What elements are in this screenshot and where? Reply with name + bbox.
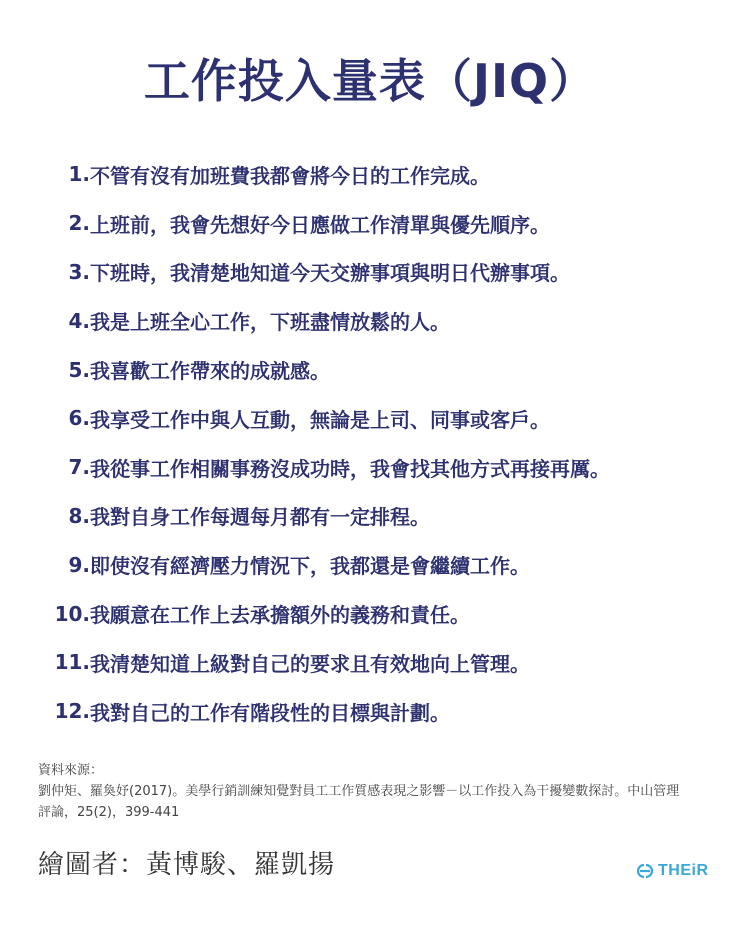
questionnaire-list xyxy=(0,150,740,736)
item-text: 我享受工作中與人互動，無論是上司、同事或客戶。 xyxy=(90,407,550,432)
item-text: 我清楚知道上級對自己的要求且有效地向上管理。 xyxy=(90,651,530,676)
item-text: 下班時，我清楚地知道今天交辦事項與明日代辦事項。 xyxy=(90,261,570,286)
item-text: 上班前，我會先想好今日應做工作清單與優先順序。 xyxy=(90,212,550,237)
item-number: 8. xyxy=(68,503,90,528)
item-number: 10. xyxy=(54,601,90,626)
item-number: 9. xyxy=(68,552,90,577)
item-text: 我從事工作相關事務沒成功時，我會找其他方式再接再厲。 xyxy=(90,456,610,481)
item-number: 4. xyxy=(68,308,90,333)
list-item xyxy=(0,589,740,638)
item-text: 我願意在工作上去承擔額外的義務和責任。 xyxy=(90,603,470,628)
item-number: 12. xyxy=(54,699,90,724)
item-text: 我喜歡工作帶來的成就感。 xyxy=(90,359,330,384)
item-number: 11. xyxy=(54,650,90,675)
item-number: 6. xyxy=(68,406,90,431)
list-item xyxy=(0,199,740,248)
list-item xyxy=(0,248,740,297)
item-number: 7. xyxy=(68,455,90,480)
item-text: 我是上班全心工作，下班盡情放鬆的人。 xyxy=(90,310,450,335)
list-item xyxy=(0,394,740,443)
item-text: 即使沒有經濟壓力情況下，我都還是會繼續工作。 xyxy=(90,554,530,579)
item-number: 1. xyxy=(68,162,90,187)
list-item xyxy=(0,540,740,589)
item-number: 3. xyxy=(68,259,90,284)
list-item xyxy=(0,296,740,345)
source-reference-line-2: 評論，25(2)，399-441 xyxy=(38,805,180,820)
logo-text: THEiR xyxy=(658,862,709,879)
list-item xyxy=(0,345,740,394)
list-item xyxy=(0,638,740,687)
page-title: 工作投入量表（JIQ） xyxy=(143,54,597,108)
source-citation xyxy=(38,760,718,823)
source-reference-line-1: 劉仲矩、羅奐妤(2017)。美學行銷訓練知覺對員工工作質感表現之影響－以工作投入為干擾變數探討。中山管理 xyxy=(38,784,680,799)
item-number: 2. xyxy=(68,211,90,236)
list-item xyxy=(0,492,740,541)
illustrator-credit: 繪圖者：黃博駿、羅凱揚 xyxy=(38,850,336,880)
brand-logo xyxy=(635,862,709,880)
list-item xyxy=(0,687,740,736)
source-label: 資料來源： xyxy=(38,763,104,778)
item-text: 我對自身工作每週每月都有一定排程。 xyxy=(90,505,430,530)
their-logo-icon xyxy=(635,863,655,879)
list-item xyxy=(0,443,740,492)
list-item xyxy=(0,150,740,199)
item-number: 5. xyxy=(68,357,90,382)
item-text: 我對自己的工作有階段性的目標與計劃。 xyxy=(90,700,450,725)
item-text: 不管有沒有加班費我都會將今日的工作完成。 xyxy=(90,163,490,188)
